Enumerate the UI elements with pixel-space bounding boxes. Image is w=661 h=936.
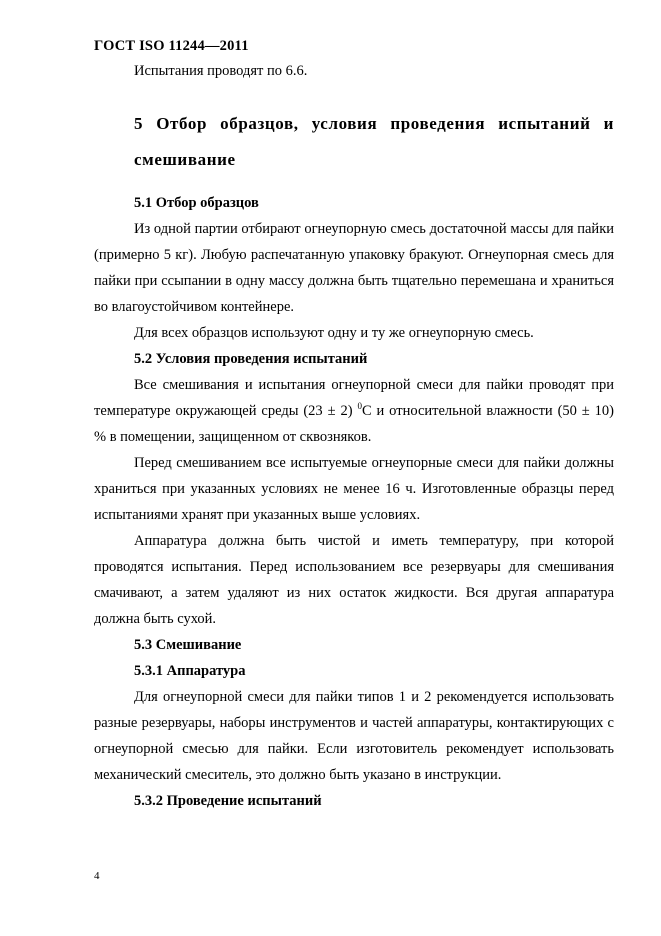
paragraph-5-2-1-part-a: Все смешивания и испытания огнеупорной смеси для пайки проводят при температуре окружающей среды (23 ± 2) [94, 377, 614, 419]
intro-line: Испытания проводят по 6.6. [134, 63, 308, 79]
subsection-5-3-2-title: 5.3.2 Проведение испытаний [134, 793, 322, 809]
paragraph-5-2-1-part-b: С и относительной влажности (50 ± 10) % в помещении, защищенном от сквозняков. [94, 403, 614, 445]
paragraph-5-2-3: Аппаратура должна быть чистой и иметь температуру, при которой проводятся испытания. Перед использованием все резервуары для смешивания смачивают, а затем удаляют из них остаток жидкости. Вся другая аппаратура должна быть сухой. [94, 533, 614, 627]
document-header: ГОСТ ISO 11244—2011 [94, 38, 249, 54]
subsection-5-2-title: 5.2 Условия проведения испытаний [134, 351, 368, 367]
paragraph-5-1-2: Для всех образцов используют одну и ту же огнеупорную смесь. [134, 325, 534, 341]
subsection-5-1-title: 5.1 Отбор образцов [134, 195, 259, 211]
subsection-5-3-1-title: 5.3.1 Аппаратура [134, 663, 246, 679]
section-5-title: 5 Отбор образцов, условия проведения испытаний и смешивание [134, 114, 614, 169]
degree-superscript: 0 [357, 401, 362, 412]
page-number: 4 [94, 870, 100, 882]
document-body [94, 58, 614, 814]
subsection-5-3-title: 5.3 Смешивание [134, 637, 242, 653]
paragraph-5-1-1: Из одной партии отбирают огнеупорную смесь достаточной массы для пайки (примерно 5 кг). Любую распечатанную упаковку бракуют. Огнеупорная смесь для пайки при ссыпании в одну массу должна быть тщательно перемешана и храниться во влагоустойчивом контейнере. [94, 221, 614, 315]
paragraph-5-2-1 [94, 372, 614, 450]
paragraph-5-2-2: Перед смешиванием все испытуемые огнеупорные смеси для пайки должны храниться при указанных условиях не менее 16 ч. Изготовленные образцы перед испытаниями хранят при указанных выше условиях. [94, 455, 614, 523]
paragraph-5-3-1: Для огнеупорной смеси для пайки типов 1 и 2 рекомендуется использовать разные резервуары, наборы инструментов и частей аппаратуры, контактирующих с огнеупорной смесью для пайки. Если изготовитель рекомендует использовать механический смеситель, это должно быть указано в инструкции. [94, 689, 614, 783]
